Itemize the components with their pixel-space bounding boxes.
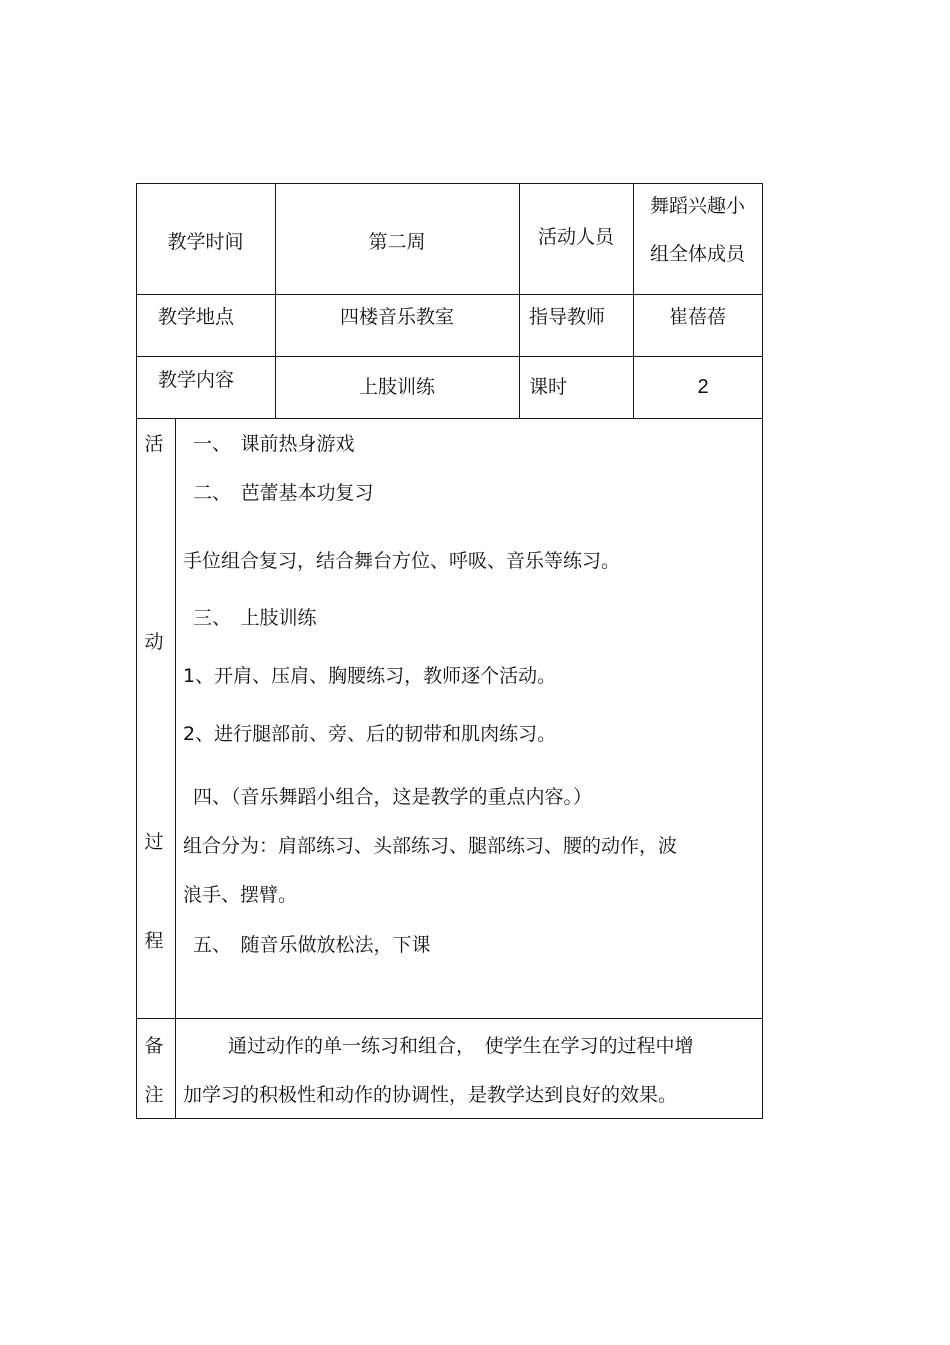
row-divider-3 — [136, 418, 763, 419]
remarks-line-2: 加学习的积极性和动作的协调性，是教学达到良好的效果。 — [183, 1084, 678, 1106]
table-border-top — [136, 183, 763, 184]
process-line: 三、 上肢训练 — [193, 607, 317, 629]
process-line: 一、 课前热身游戏 — [193, 433, 355, 455]
process-line: 手位组合复习，结合舞台方位、呼吸、音乐等练习。 — [183, 550, 621, 572]
teacher-value: 崔蓓蓓 — [668, 306, 726, 328]
lesson-plan-table — [136, 183, 763, 1119]
remarks-line-1: 通过动作的单一练习和组合， 使学生在学习的过程中增 — [228, 1035, 694, 1057]
content-value: 上肢训练 — [358, 376, 435, 398]
remarks-label-char-1: 备 — [144, 1035, 164, 1057]
process-line: 组合分为：肩部练习、头部练习、腿部练习、腰的动作，波 — [183, 835, 678, 857]
people-value-line1: 舞蹈兴趣小 — [649, 195, 745, 217]
people-label: 活动人员 — [537, 226, 614, 248]
content-label: 教学内容 — [157, 369, 234, 391]
col-divider-2 — [519, 183, 520, 419]
hours-label: 课时 — [529, 376, 568, 398]
process-line: 浪手、摆臂。 — [183, 884, 298, 906]
table-border-right — [762, 183, 763, 1119]
teacher-label: 指导教师 — [529, 306, 606, 328]
hours-value: 2 — [697, 376, 709, 398]
process-label-char-2: 动 — [144, 631, 164, 653]
table-border-bottom — [136, 1118, 763, 1119]
people-value-line2: 组全体成员 — [649, 243, 745, 265]
remarks-label-char-2: 注 — [144, 1084, 164, 1106]
process-label-char-1: 活 — [144, 433, 164, 455]
label-col-divider — [175, 418, 176, 1119]
process-label-char-3: 过 — [144, 831, 164, 853]
process-line: 四、（音乐舞蹈小组合，这是教学的重点内容。） — [193, 786, 593, 808]
process-line: 1、开肩、压肩、胸腰练习，教师逐个活动。 — [183, 665, 557, 687]
place-value: 四楼音乐教室 — [339, 306, 454, 328]
process-label-char-4: 程 — [144, 930, 164, 952]
time-label: 教学时间 — [167, 231, 244, 253]
row-divider-2 — [136, 356, 763, 357]
time-value: 第二周 — [368, 231, 426, 253]
row-divider-4 — [136, 1018, 763, 1019]
row-divider-1 — [136, 294, 763, 295]
process-line: 五、 随音乐做放松法，下课 — [193, 934, 431, 956]
process-line: 2、进行腿部前、旁、后的韧带和肌肉练习。 — [183, 723, 557, 745]
process-line: 二、 芭蕾基本功复习 — [193, 482, 374, 504]
place-label: 教学地点 — [157, 306, 234, 328]
